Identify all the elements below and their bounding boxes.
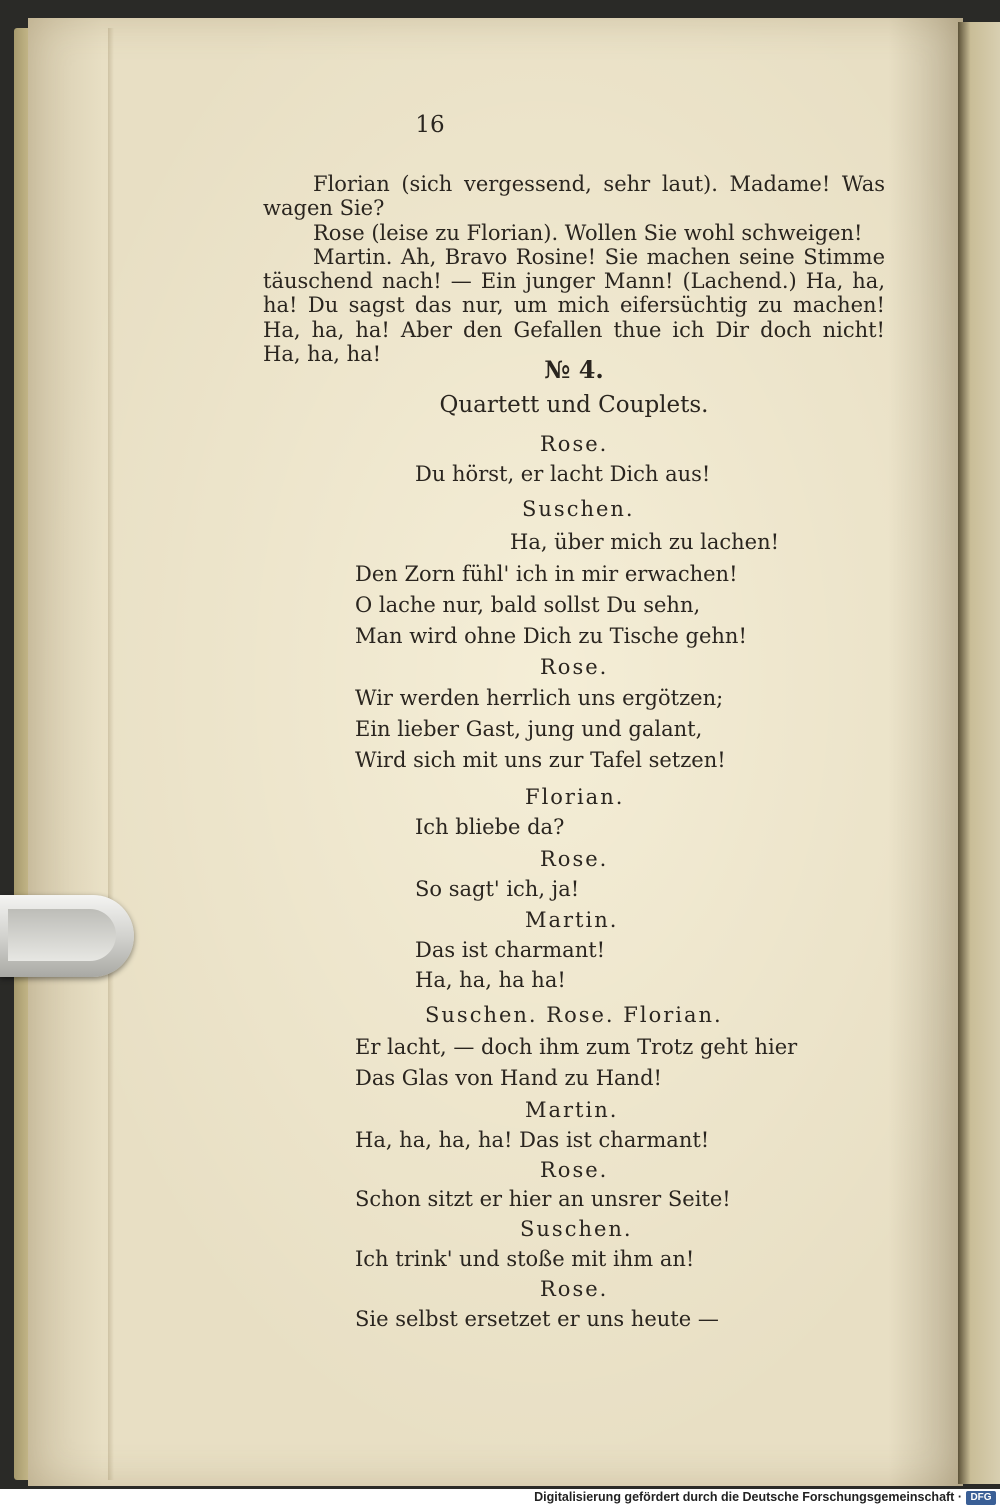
speaker-label: Rose. [540, 1158, 609, 1182]
prose-paragraph: Florian (sich vergessend, sehr laut). Madame! Was wagen Sie? [263, 172, 885, 221]
number-heading: № 4. [544, 355, 604, 384]
verse-line: Ha, über mich zu lachen! [510, 530, 780, 554]
section-title: Quartett und Couplets. [439, 392, 709, 418]
prose-paragraph: Martin. Ah, Bravo Rosine! Sie machen seine Stimme täuschend nach! — Ein junger Mann! (Lachend.) Ha, ha, ha! Du sagst das nur, um mich eifersüchtig zu machen! Ha, ha, ha! Aber den Gefallen thue ich Dir doch nicht! Ha, ha, ha! [263, 244, 885, 367]
speaker-label: Suschen. [522, 497, 635, 521]
prose-paragraph: Rose (leise zu Florian). Wollen Sie wohl schweigen! [313, 220, 863, 245]
speaker-label: Suschen. [520, 1217, 633, 1241]
speaker-label: Martin. [525, 908, 619, 932]
page-clip [0, 895, 134, 977]
speaker-label: Suschen. Rose. Florian. [425, 1003, 723, 1027]
speaker-label: Rose. [540, 432, 609, 456]
speaker-label: Rose. [540, 655, 609, 679]
verse-line: So sagt' ich, ja! [415, 877, 580, 901]
verse-line: Ich trink' und stoße mit ihm an! [355, 1247, 695, 1271]
verse-line: Schon sitzt er hier an unsrer Seite! [355, 1187, 731, 1211]
verse-line: Das ist charmant! [415, 938, 606, 962]
verse-line: O lache nur, bald sollst Du sehn, [355, 593, 701, 617]
page-number: 16 [415, 112, 445, 138]
verse-line: Ein lieber Gast, jung und galant, [355, 717, 703, 741]
verse-line: Ha, ha, ha, ha! Das ist charmant! [355, 1128, 710, 1152]
gutter-shadow [108, 28, 114, 1480]
verse-line: Wir werden herrlich uns ergötzen; [355, 686, 724, 710]
speaker-label: Martin. [525, 1098, 619, 1122]
speaker-label: Rose. [540, 847, 609, 871]
verse-line: Sie selbst ersetzet er uns heute — [355, 1307, 719, 1331]
adjacent-page-edge [958, 22, 1000, 1484]
verse-line: Er lacht, — doch ihm zum Trotz geht hier [355, 1035, 798, 1059]
prose-block [263, 172, 885, 366]
verse-line: Man wird ohne Dich zu Tische gehn! [355, 624, 747, 648]
verse-line: Den Zorn fühl' ich in mir erwachen! [355, 562, 738, 586]
verse-line: Du hörst, er lacht Dich aus! [415, 462, 711, 486]
funding-credit: Digitalisierung gefördert durch die Deutsche Forschungsgemeinschaft · [534, 1490, 962, 1504]
verse-line: Wird sich mit uns zur Tafel setzen! [355, 748, 726, 772]
verse-line: Das Glas von Hand zu Hand! [355, 1066, 662, 1090]
speaker-label: Rose. [540, 1277, 609, 1301]
verse-line: Ha, ha, ha ha! [415, 968, 566, 992]
dfg-logo-icon: DFG [966, 1491, 996, 1505]
verse-line: Ich bliebe da? [415, 815, 565, 839]
speaker-label: Florian. [525, 785, 625, 809]
